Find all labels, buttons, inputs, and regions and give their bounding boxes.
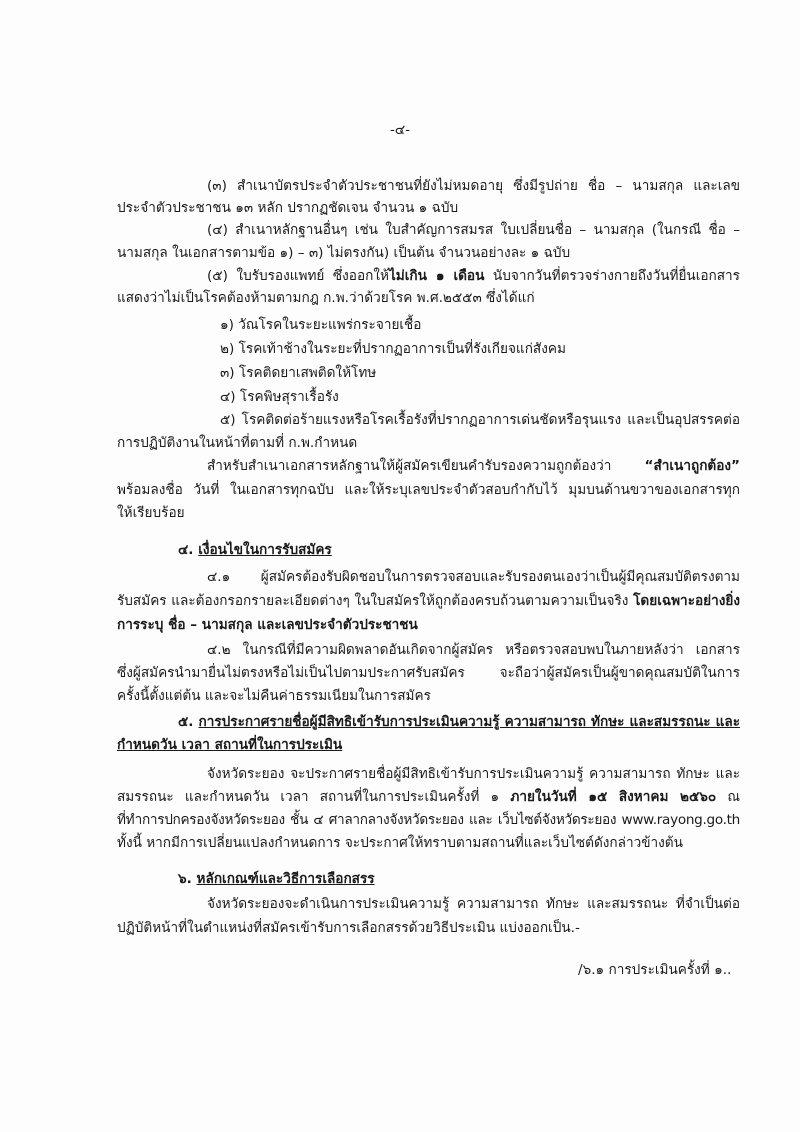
heading-number: ๔. xyxy=(178,542,199,558)
bold-text: โดยเฉพาะอย่างยิ่ง xyxy=(633,593,740,609)
heading-text: หลักเกณฑ์และวิธีการเลือกสรร xyxy=(196,871,375,887)
paragraph-line: การปฏิบัติงานในหน้าที่ตามที่ ก.พ.กำหนด xyxy=(117,435,358,451)
heading-number: ๖. xyxy=(178,871,197,887)
disease-item: ๑) วัณโรคในระยะแพร่กระจายเชื้อ xyxy=(220,317,422,333)
paragraph-line xyxy=(207,455,740,477)
text: (๕) ใบรับรองแพทย์ ซึ่งออกให้ xyxy=(207,268,389,284)
paragraph-line: (๓) สำเนาบัตรประจำตัวประชาชนที่ยังไม่หมดอายุ ซึ่งมีรูปถ่าย ชื่อ – นามสกุล และเลข xyxy=(207,178,740,194)
disease-item: ๔) โรคพิษสุราเรื้อรัง xyxy=(220,389,339,405)
page-number: -๔- xyxy=(389,122,411,138)
paragraph-line: ให้เรียบร้อย xyxy=(117,505,185,521)
paragraph-line xyxy=(117,786,740,808)
heading-number: ๕. xyxy=(178,714,199,730)
paragraph-line: ทั้งนี้ หากมีการเปลี่ยนแปลงกำหนดการ จะประกาศให้ทราบตามสถานที่และเว็บไซต์ดังกล่าวข้างต้น xyxy=(117,835,683,851)
text: สำหรับสำเนาเอกสารหลักฐานให้ผู้สมัครเขียนคำรับรองความถูกต้องว่า xyxy=(207,458,645,474)
paragraph-line: ๔.๑ ผู้สมัครต้องรับผิดชอบในการตรวจสอบและรับรองตนเองว่าเป็นผู้มีคุณสมบัติตรงตาม xyxy=(207,569,740,585)
text: ณ xyxy=(716,789,740,805)
section-5-heading xyxy=(178,711,740,733)
paragraph-line: จังหวัดระยอง จะประกาศรายชื่อผู้มีสิทธิเข้ารับการประเมินความรู้ ความสามารถ ทักษะ และ xyxy=(207,766,740,782)
paragraph-line: การระบุ ชื่อ – นามสกุล และเลขประจำตัวประชาชน xyxy=(117,617,418,633)
paragraph-line: แสดงว่าไม่เป็นโรคต้องห้ามตามกฎ ก.พ.ว่าด้วยโรค พ.ศ.๒๕๕๓ ซึ่งได้แก่ xyxy=(117,290,535,306)
paragraph-line: ที่ทำการปกครองจังหวัดระยอง ชั้น ๔ ศาลากลางจังหวัดระยอง และ เว็บไซต์จังหวัดระยอง www.rayong.go.th xyxy=(117,812,740,828)
paragraph-line: จังหวัดระยองจะดำเนินการประเมินความรู้ ความสามารถ ทักษะ และสมรรถนะ ที่จำเป็นต่อ xyxy=(207,896,740,912)
paragraph-line: (๔) สำเนาหลักฐานอื่นๆ เช่น ใบสำคัญการสมรส ใบเปลี่ยนชื่อ – นามสกุล (ในกรณี ชื่อ – xyxy=(207,222,740,238)
continuation-note: /๖.๑ การประเมินครั้งที่ ๑.. xyxy=(578,962,732,978)
bold-text: ไม่เกิน ๑ เดือน xyxy=(388,268,485,284)
paragraph-line: พร้อมลงชื่อ วันที่ ในเอกสารทุกฉบับ และให้ระบุเลขประจำตัวสอบกำกับไว้ มุมบนด้านขวาของเอกสารทุก xyxy=(117,482,740,498)
bold-text: ภายในวันที่ ๑๕ สิงหาคม ๒๕๖๐ xyxy=(510,789,717,805)
disease-item: ๒) โรคเท้าช้างในระยะที่ปรากฏอาการเป็นที่รังเกียจแก่สังคม xyxy=(220,341,566,357)
paragraph-line: นามสกุล ในเอกสารตามข้อ ๑) – ๓) ไม่ตรงกัน) เป็นต้น จำนวนอย่างละ ๑ ฉบับ xyxy=(117,245,571,261)
section-4-heading xyxy=(178,539,332,561)
paragraph-line: ปฏิบัติหน้าที่ในตำแหน่งที่สมัครเข้ารับการเลือกสรรด้วยวิธีประเมิน แบ่งออกเป็น.- xyxy=(117,920,580,936)
paragraph-line: ประจำตัวประชาชน ๑๓ หลัก ปรากฏชัดเจน จำนวน ๑ ฉบับ xyxy=(117,200,459,216)
heading-text: การประกาศรายชื่อผู้มีสิทธิเข้ารับการประเมินความรู้ ความสามารถ ทักษะ และสมรรถนะ และ xyxy=(198,714,740,730)
section-5-heading-cont: กำหนดวัน เวลา สถานที่ในการประเมิน xyxy=(117,737,343,753)
bold-text: “สำเนาถูกต้อง” xyxy=(644,458,740,474)
paragraph-line: ครั้งนี้ตั้งแต่ต้น และจะไม่คืนค่าธรรมเนียมในการสมัคร xyxy=(117,688,431,704)
text: รับสมัคร และต้องกรอกรายละเอียดต่างๆ ในใบสมัครให้ถูกต้องครบถ้วนตามความเป็นจริง xyxy=(117,593,634,609)
disease-item: ๕) โรคติดต่อร้ายแรงหรือโรคเรื้อรังที่ปรากฏอาการเด่นชัดหรือรุนแรง และเป็นอุปสรรคต่อ xyxy=(220,412,740,428)
section-6-heading xyxy=(178,868,375,890)
heading-text: เงื่อนไขในการรับสมัคร xyxy=(198,542,332,558)
paragraph-line: ซึ่งผู้สมัครนำมายื่นไม่ตรงหรือไม่เป็นไปตามประกาศรับสมัคร จะถือว่าผู้สมัครเป็นผู้ขาดคุณสมบัติในการ xyxy=(117,665,740,681)
text: สมรรถนะ และกำหนดวัน เวลา สถานที่ในการประเมินครั้งที่ ๑ xyxy=(117,789,511,805)
text: นับจากวันที่ตรวจร่างกายถึงวันที่ยื่นเอกสาร xyxy=(492,268,740,284)
paragraph-line xyxy=(117,590,740,612)
paragraph-line xyxy=(207,265,740,287)
disease-item: ๓) โรคติดยาเสพติดให้โทษ xyxy=(220,365,377,381)
paragraph-line: ๔.๒ ในกรณีที่มีความผิดพลาดอันเกิดจากผู้สมัคร หรือตรวจสอบพบในภายหลังว่า เอกสาร xyxy=(207,642,740,658)
